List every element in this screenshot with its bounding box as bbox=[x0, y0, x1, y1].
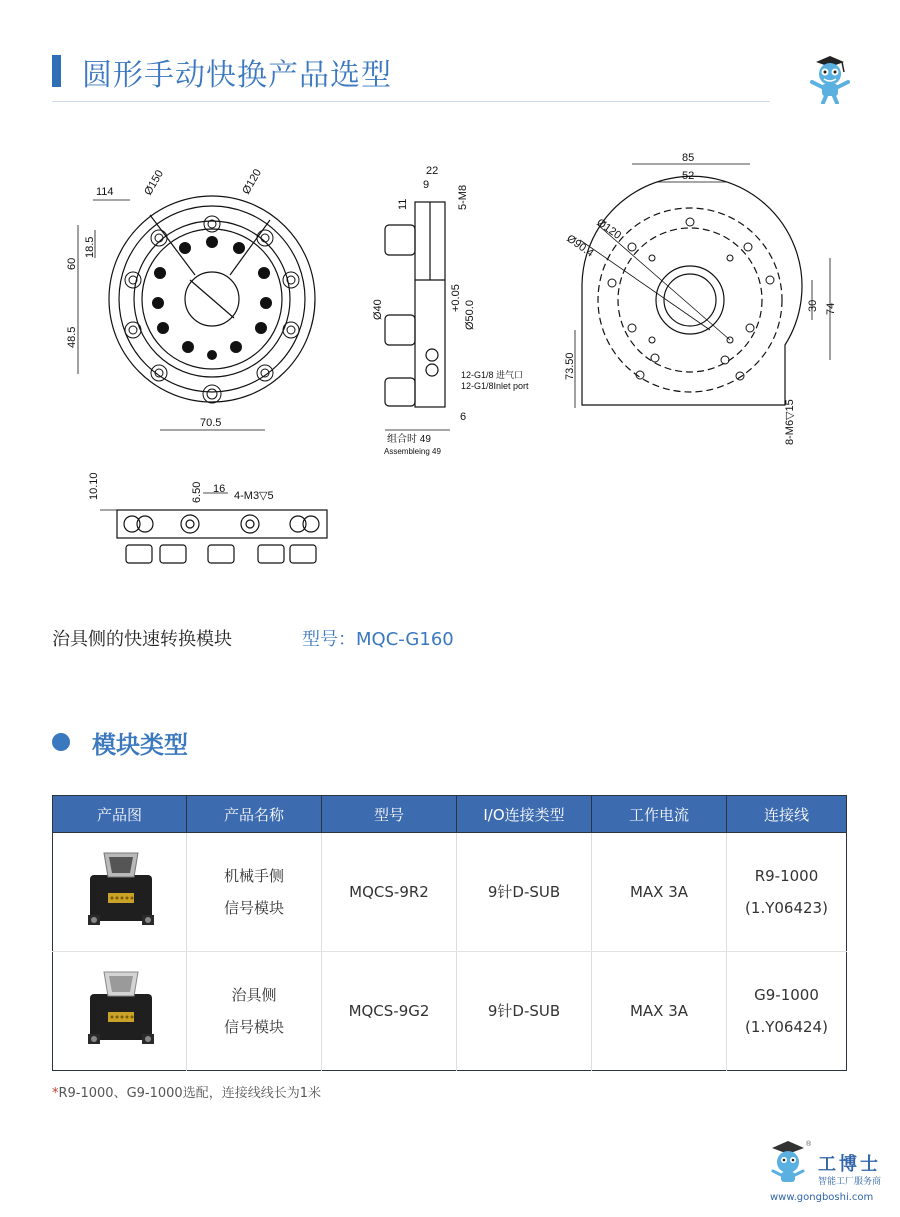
caption-model: 型号：MQC-G160 bbox=[302, 629, 454, 650]
brand-name: 工博士 bbox=[818, 1154, 881, 1175]
dim-52: 52 bbox=[682, 170, 695, 182]
footnote bbox=[52, 1082, 321, 1101]
port-label-cn: 12-G1/8 进气口 bbox=[461, 370, 524, 380]
dim-60: 60 bbox=[66, 257, 78, 270]
product-name-line1: 机械手侧 bbox=[223, 867, 284, 885]
dim-d150: Ø150 bbox=[142, 168, 167, 198]
module-table bbox=[52, 795, 847, 1071]
port-label-en: 12-G1/8Inlet port bbox=[461, 381, 529, 391]
product-image-cell bbox=[53, 952, 187, 1071]
page-title: 圆形手动快换产品选型 bbox=[82, 58, 392, 93]
model-cell: MQCS-9G2 bbox=[322, 952, 457, 1071]
cable-line1: R9-1000 bbox=[754, 867, 819, 885]
connector-photo bbox=[82, 845, 158, 929]
assembly-label-cn: 组合时 49 bbox=[387, 434, 431, 445]
mascot-icon bbox=[806, 52, 852, 104]
dim-73-5: 73.50 bbox=[564, 352, 576, 380]
footnote-text: R9-1000、G9-1000选配，连接线线长为1米 bbox=[58, 1086, 321, 1101]
header-io: I/O连接类型 bbox=[457, 796, 592, 833]
current-cell: MAX 3A bbox=[592, 833, 727, 952]
dim-d90-4: Ø90.4 bbox=[564, 232, 596, 260]
section-bullet bbox=[52, 733, 70, 751]
dim-d40: Ø40 bbox=[372, 299, 384, 320]
side-view bbox=[385, 202, 450, 430]
dim-6: 6 bbox=[460, 411, 467, 423]
header-image: 产品图 bbox=[53, 796, 187, 833]
header-model: 型号 bbox=[322, 796, 457, 833]
dim-8-m6: 8-M6▽15 bbox=[784, 399, 796, 445]
rear-view bbox=[575, 164, 830, 408]
dim-70-5: 70.5 bbox=[200, 417, 222, 429]
title-divider bbox=[52, 101, 770, 102]
io-cell: 9针D-SUB bbox=[457, 952, 592, 1071]
cable-line1: G9-1000 bbox=[754, 986, 819, 1004]
cable-line2: (1.Y06424) bbox=[745, 1018, 828, 1036]
dim-9: 9 bbox=[423, 179, 430, 191]
current-cell: MAX 3A bbox=[592, 952, 727, 1071]
section-title: 模块类型 bbox=[92, 731, 188, 759]
brand-url: www.gongboshi.com bbox=[770, 1192, 874, 1203]
dim-d120: Ø120 bbox=[240, 167, 265, 197]
connector-photo bbox=[82, 964, 158, 1048]
header-current: 工作电流 bbox=[592, 796, 727, 833]
bottom-view bbox=[100, 493, 327, 563]
cable-line2: (1.Y06423) bbox=[745, 899, 828, 917]
table-row bbox=[53, 952, 847, 1071]
dim-d50: Ø50.0 bbox=[464, 300, 476, 330]
dim-tol: +0.05 bbox=[450, 284, 462, 312]
dim-16: 16 bbox=[213, 483, 226, 495]
dim-85: 85 bbox=[682, 152, 695, 164]
dim-11: 11 bbox=[397, 198, 409, 210]
footnote-star: * bbox=[52, 1086, 59, 1101]
dim-4-m3: 4-M3▽5 bbox=[234, 490, 274, 502]
dim-114: 114 bbox=[96, 186, 114, 198]
table-row bbox=[53, 833, 847, 952]
caption-description: 治具侧的快速转换模块 bbox=[52, 629, 232, 650]
technical-drawings bbox=[0, 140, 900, 580]
dim-6-50: 6.50 bbox=[191, 481, 203, 503]
product-name-line2: 信号模块 bbox=[223, 1018, 284, 1036]
io-cell: 9针D-SUB bbox=[457, 833, 592, 952]
dim-10-10: 10.10 bbox=[88, 472, 100, 500]
title-accent-bar bbox=[52, 55, 61, 87]
dim-74: 74 bbox=[825, 302, 837, 315]
table-header-row bbox=[53, 796, 847, 833]
dim-30: 30 bbox=[807, 299, 819, 312]
product-name-line2: 信号模块 bbox=[223, 899, 284, 917]
product-image-cell bbox=[53, 833, 187, 952]
dim-5-m8: 5-M8 bbox=[457, 184, 469, 210]
header-cable: 连接线 bbox=[727, 796, 847, 833]
dim-d120-rear: Ø120 bbox=[594, 216, 624, 242]
brand-tagline: 智能工厂服务商 bbox=[818, 1177, 882, 1187]
assembly-label-en: Assembleing 49 bbox=[384, 447, 441, 456]
product-name-line1: 治具侧 bbox=[231, 986, 277, 1004]
dim-22: 22 bbox=[426, 165, 439, 177]
registered-mark: ® bbox=[806, 1141, 812, 1148]
model-cell: MQCS-9R2 bbox=[322, 833, 457, 952]
dim-48-5: 48.5 bbox=[66, 326, 78, 348]
dim-18-5: 18.5 bbox=[84, 236, 96, 258]
header-name: 产品名称 bbox=[187, 796, 322, 833]
front-view bbox=[78, 196, 315, 430]
